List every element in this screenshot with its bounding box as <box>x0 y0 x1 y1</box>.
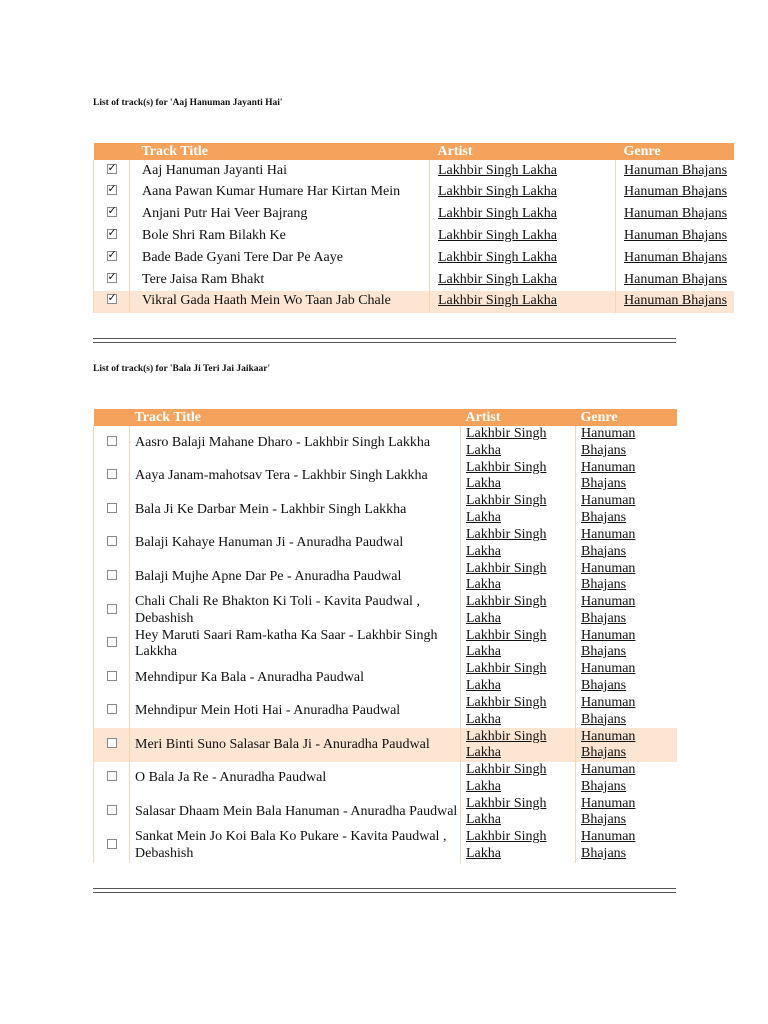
table-row <box>94 160 734 182</box>
genre-cell <box>616 247 734 269</box>
genre-cell <box>616 269 734 291</box>
artist-cell <box>461 796 576 830</box>
genre-cell <box>576 527 677 561</box>
genre-link[interactable]: Hanuman Bhajans <box>581 493 636 525</box>
genre-link[interactable]: Hanuman Bhajans <box>581 426 636 458</box>
table-row <box>94 527 677 561</box>
artist-link[interactable]: Lakhbir Singh Lakha <box>466 560 547 593</box>
artist-link[interactable]: Lakhbir Singh Lakha <box>438 271 557 287</box>
genre-link[interactable]: Hanuman Bhajans <box>581 459 636 492</box>
genre-link[interactable]: Hanuman Bhajans <box>581 762 636 794</box>
table-row <box>94 762 677 796</box>
track-title: Bala Ji Ke Darbar Mein - Lakhbir Singh Lakkha <box>130 493 461 527</box>
genre-cell <box>576 628 677 662</box>
header-checkbox <box>94 409 130 426</box>
checkbox-icon[interactable] <box>107 503 117 513</box>
checkbox-icon[interactable] <box>107 251 117 261</box>
table-row <box>94 560 677 594</box>
artist-cell <box>461 426 576 460</box>
track-title: Balaji Mujhe Apne Dar Pe - Anuradha Paudwal <box>130 560 461 594</box>
genre-link[interactable]: Hanuman Bhajans <box>624 206 728 222</box>
table-header <box>94 143 734 160</box>
artist-link[interactable]: Lakhbir Singh Lakha <box>466 829 547 861</box>
track-title: Mehndipur Ka Bala - Anuradha Paudwal <box>130 661 461 695</box>
section-divider <box>93 888 676 893</box>
row-checkbox-cell <box>94 594 130 628</box>
artist-link[interactable]: Lakhbir Singh Lakha <box>438 184 557 200</box>
table-row <box>94 661 677 695</box>
table-row <box>94 628 677 662</box>
checkbox-icon[interactable] <box>107 229 117 239</box>
genre-cell <box>576 762 677 796</box>
genre-cell <box>576 661 677 695</box>
genre-link[interactable]: Hanuman Bhajans <box>581 829 636 861</box>
genre-link[interactable]: Hanuman Bhajans <box>581 795 636 828</box>
genre-cell <box>576 560 677 594</box>
genre-cell <box>616 291 734 313</box>
header-artist: Artist <box>430 143 616 160</box>
track-title: Tere Jaisa Ram Bhakt <box>130 269 430 291</box>
track-title: Salasar Dhaam Mein Bala Hanuman - Anuradha Paudwal <box>130 796 461 830</box>
track-title: Sankat Mein Jo Koi Bala Ko Pukare - Kavita Paudwal , Debashish <box>130 829 461 863</box>
track-title: Anjani Putr Hai Veer Bajrang <box>130 204 430 226</box>
row-checkbox-cell <box>94 661 130 695</box>
artist-cell <box>461 829 576 863</box>
table-row <box>94 204 734 226</box>
track-title: Mehndipur Mein Hoti Hai - Anuradha Paudwal <box>130 695 461 729</box>
artist-cell <box>461 661 576 695</box>
checkbox-icon[interactable] <box>107 604 117 614</box>
header-artist: Artist <box>461 409 576 426</box>
section1-caption: List of track(s) for 'Aaj Hanuman Jayanti Hai' <box>93 98 283 108</box>
artist-link[interactable]: Lakhbir Singh Lakha <box>466 527 547 559</box>
artist-link[interactable]: Lakhbir Singh Lakha <box>466 762 547 794</box>
artist-cell <box>461 628 576 662</box>
row-checkbox-cell <box>94 527 130 561</box>
table-row <box>94 695 677 729</box>
artist-cell <box>461 560 576 594</box>
artist-link[interactable]: Lakhbir Singh Lakha <box>438 249 557 265</box>
artist-cell <box>430 269 616 291</box>
row-checkbox-cell <box>94 426 130 460</box>
row-checkbox-cell <box>94 460 130 494</box>
checkbox-icon[interactable] <box>107 771 117 781</box>
artist-cell <box>430 225 616 247</box>
table-row <box>94 728 677 762</box>
track-title: Aaya Janam-mahotsav Tera - Lakhbir Singh Lakkha <box>130 460 461 494</box>
table-row <box>94 426 677 460</box>
row-checkbox-cell <box>94 269 130 291</box>
track-title: Aasro Balaji Mahane Dharo - Lakhbir Singh Lakkha <box>130 426 461 460</box>
table-row <box>94 796 677 830</box>
track-title: O Bala Ja Re - Anuradha Paudwal <box>130 762 461 796</box>
row-checkbox-cell <box>94 762 130 796</box>
artist-cell <box>461 594 576 628</box>
table-row <box>94 225 734 247</box>
tracks-table-1 <box>93 143 728 313</box>
artist-cell <box>461 527 576 561</box>
genre-cell <box>576 493 677 527</box>
track-title: Meri Binti Suno Salasar Bala Ji - Anuradha Paudwal <box>130 728 461 762</box>
row-checkbox-cell <box>94 728 130 762</box>
artist-link[interactable]: Lakhbir Singh Lakha <box>466 695 547 727</box>
header-genre: Genre <box>616 143 734 160</box>
row-checkbox-cell <box>94 560 130 594</box>
table-row <box>94 247 734 269</box>
genre-link[interactable]: Hanuman Bhajans <box>581 695 636 727</box>
artist-cell <box>430 160 616 182</box>
checkbox-icon[interactable] <box>107 637 117 647</box>
artist-link[interactable]: Lakhbir Singh Lakha <box>466 426 547 458</box>
artist-link[interactable]: Lakhbir Singh Lakha <box>438 162 557 178</box>
table-row <box>94 829 677 863</box>
genre-cell <box>576 426 677 460</box>
artist-link[interactable]: Lakhbir Singh Lakha <box>466 627 547 660</box>
track-title: Bole Shri Ram Bilakh Ke <box>130 225 430 247</box>
genre-link[interactable]: Hanuman Bhajans <box>581 661 636 693</box>
row-checkbox-cell <box>94 829 130 863</box>
checkbox-icon[interactable] <box>107 570 117 580</box>
header-checkbox <box>94 143 130 160</box>
row-checkbox-cell <box>94 796 130 830</box>
section2-caption: List of track(s) for 'Bala Ji Teri Jai Jaikaar' <box>93 364 271 374</box>
artist-link[interactable]: Lakhbir Singh Lakha <box>438 206 557 222</box>
checkbox-icon[interactable] <box>107 207 117 217</box>
artist-cell <box>461 695 576 729</box>
genre-cell <box>576 460 677 494</box>
header-track-title: Track Title <box>130 409 461 426</box>
genre-link[interactable]: Hanuman Bhajans <box>581 594 636 626</box>
track-title: Aaj Hanuman Jayanti Hai <box>130 160 430 182</box>
row-checkbox-cell <box>94 493 130 527</box>
track-title: Aana Pawan Kumar Humare Har Kirtan Mein <box>130 182 430 204</box>
track-title: Vikral Gada Haath Mein Wo Taan Jab Chale <box>130 291 430 313</box>
artist-cell <box>430 182 616 204</box>
genre-link[interactable]: Hanuman Bhajans <box>624 228 728 244</box>
genre-link[interactable]: Hanuman Bhajans <box>624 162 728 178</box>
row-checkbox-cell <box>94 695 130 729</box>
genre-cell <box>576 695 677 729</box>
artist-link[interactable]: Lakhbir Singh Lakha <box>466 795 547 828</box>
section-divider <box>93 338 676 343</box>
checkbox-icon[interactable] <box>107 164 117 174</box>
genre-cell <box>616 204 734 226</box>
artist-cell <box>461 762 576 796</box>
checkbox-icon[interactable] <box>107 536 117 546</box>
row-checkbox-cell <box>94 628 130 662</box>
checkbox-icon[interactable] <box>107 436 117 446</box>
genre-cell <box>616 182 734 204</box>
table-header <box>94 409 677 426</box>
checkbox-icon[interactable] <box>107 469 117 479</box>
artist-link[interactable]: Lakhbir Singh Lakha <box>466 594 547 626</box>
genre-link[interactable]: Hanuman Bhajans <box>581 627 636 660</box>
table-row <box>94 269 734 291</box>
checkbox-icon[interactable] <box>107 839 117 849</box>
genre-cell <box>576 796 677 830</box>
artist-cell <box>430 247 616 269</box>
checkbox-icon[interactable] <box>107 273 117 283</box>
row-checkbox-cell <box>94 247 130 269</box>
checkbox-icon[interactable] <box>107 704 117 714</box>
row-checkbox-cell <box>94 182 130 204</box>
genre-link[interactable]: Hanuman Bhajans <box>624 271 728 287</box>
genre-link[interactable]: Hanuman Bhajans <box>624 249 728 265</box>
row-checkbox-cell <box>94 204 130 226</box>
table-row <box>94 460 677 494</box>
artist-link[interactable]: Lakhbir Singh Lakha <box>466 661 547 693</box>
genre-link[interactable]: Hanuman Bhajans <box>624 293 728 309</box>
artist-link[interactable]: Lakhbir Singh Lakha <box>466 728 547 761</box>
genre-cell <box>576 829 677 863</box>
checkbox-icon[interactable] <box>107 294 117 304</box>
artist-cell <box>461 460 576 494</box>
artist-link[interactable]: Lakhbir Singh Lakha <box>466 459 547 492</box>
genre-cell <box>616 160 734 182</box>
checkbox-icon[interactable] <box>107 738 117 748</box>
artist-cell <box>430 204 616 226</box>
genre-link[interactable]: Hanuman Bhajans <box>581 728 636 761</box>
artist-link[interactable]: Lakhbir Singh Lakha <box>438 228 557 244</box>
header-genre: Genre <box>576 409 677 426</box>
checkbox-icon[interactable] <box>107 805 117 815</box>
checkbox-icon[interactable] <box>107 185 117 195</box>
row-checkbox-cell <box>94 225 130 247</box>
artist-cell <box>430 291 616 313</box>
track-title: Bade Bade Gyani Tere Dar Pe Aaye <box>130 247 430 269</box>
genre-link[interactable]: Hanuman Bhajans <box>581 560 636 593</box>
genre-cell <box>576 728 677 762</box>
row-checkbox-cell <box>94 160 130 182</box>
table-row <box>94 594 677 628</box>
table-row <box>94 493 677 527</box>
checkbox-icon[interactable] <box>107 671 117 681</box>
track-title: Chali Chali Re Bhakton Ki Toli - Kavita Paudwal , Debashish <box>130 594 461 628</box>
genre-link[interactable]: Hanuman Bhajans <box>581 527 636 559</box>
artist-link[interactable]: Lakhbir Singh Lakha <box>438 293 557 309</box>
tracks-table-2 <box>93 409 676 863</box>
track-title: Balaji Kahaye Hanuman Ji - Anuradha Paudwal <box>130 527 461 561</box>
row-checkbox-cell <box>94 291 130 313</box>
header-track-title: Track Title <box>130 143 430 160</box>
artist-link[interactable]: Lakhbir Singh Lakha <box>466 493 547 525</box>
genre-link[interactable]: Hanuman Bhajans <box>624 184 728 200</box>
genre-cell <box>576 594 677 628</box>
track-title: Hey Maruti Saari Ram-katha Ka Saar - Lakhbir Singh Lakkha <box>130 628 461 662</box>
genre-cell <box>616 225 734 247</box>
table-row <box>94 182 734 204</box>
artist-cell <box>461 493 576 527</box>
artist-cell <box>461 728 576 762</box>
table-row <box>94 291 734 313</box>
